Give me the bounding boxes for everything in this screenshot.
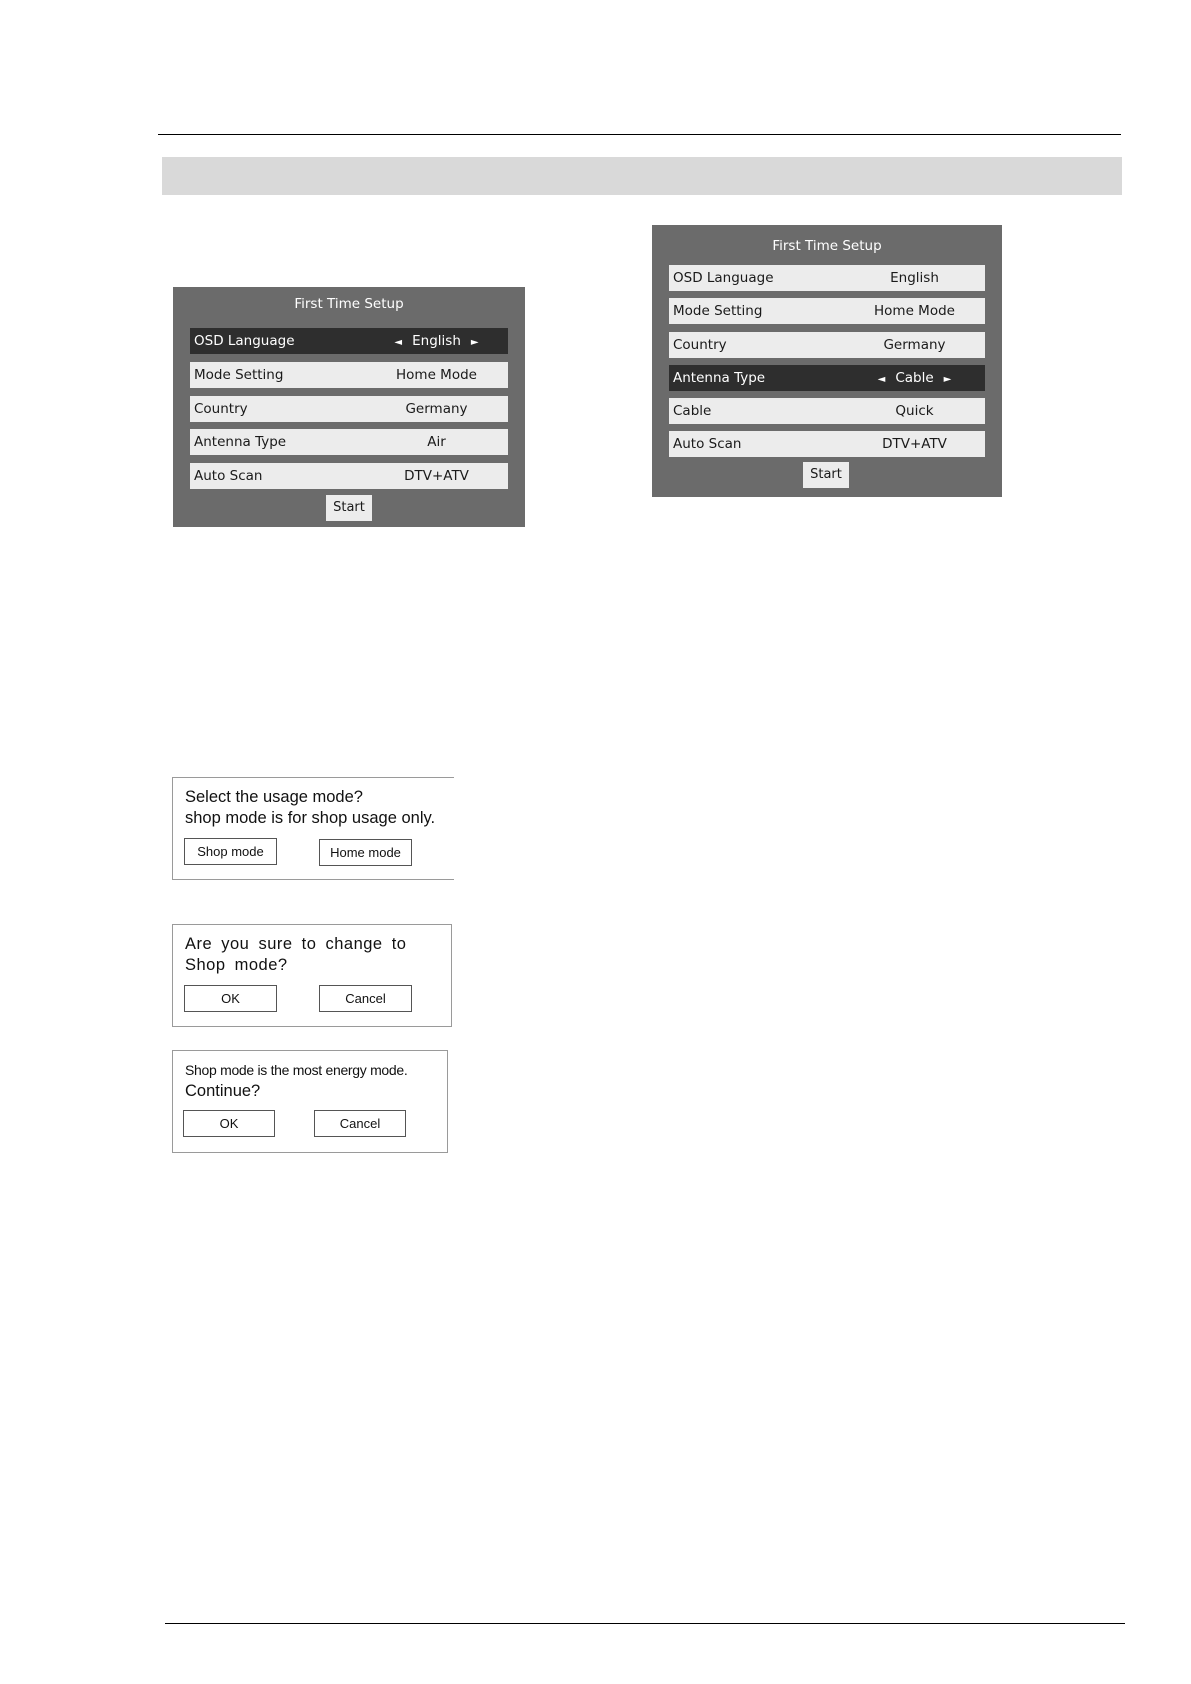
row-value: Air xyxy=(427,434,446,450)
osd-row-country[interactable] xyxy=(190,396,508,422)
top-rule xyxy=(158,134,1121,135)
row-label: OSD Language xyxy=(194,333,295,349)
first-time-setup-screen-1 xyxy=(173,287,525,527)
osd-row-mode-setting[interactable] xyxy=(669,298,985,324)
osd-row-osd-language[interactable] xyxy=(669,265,985,291)
row-value: English xyxy=(890,270,939,286)
row-value: Home Mode xyxy=(874,303,955,319)
right-arrow-icon[interactable]: ► xyxy=(943,374,952,385)
row-value: DTV+ATV xyxy=(882,436,947,452)
section-header-bar xyxy=(162,157,1122,195)
row-value: Home Mode xyxy=(396,367,477,383)
dialog-message: Shop mode is the most energy mode. Continue? xyxy=(185,1062,408,1100)
row-value: DTV+ATV xyxy=(404,468,469,484)
osd-row-country[interactable] xyxy=(669,332,985,358)
shop-mode-button[interactable]: Shop mode xyxy=(184,838,277,865)
osd-row-auto-scan[interactable] xyxy=(190,463,508,489)
cancel-button[interactable]: Cancel xyxy=(319,985,412,1012)
row-label: Country xyxy=(194,401,248,417)
row-label: Antenna Type xyxy=(673,370,766,386)
osd-row-osd-language[interactable] xyxy=(190,328,508,354)
row-value: ◄ English ► xyxy=(394,333,479,349)
ok-button[interactable]: OK xyxy=(183,1110,275,1137)
home-mode-button[interactable]: Home mode xyxy=(319,839,412,866)
row-label: Cable xyxy=(673,403,712,419)
first-time-setup-screen-2 xyxy=(652,225,1002,497)
osd-row-antenna-type[interactable] xyxy=(190,429,508,455)
row-value: Germany xyxy=(883,337,946,353)
osd-row-mode-setting[interactable] xyxy=(190,362,508,388)
osd-row-auto-scan[interactable] xyxy=(669,431,985,457)
osd-row-cable[interactable] xyxy=(669,398,985,424)
row-label: OSD Language xyxy=(673,270,774,286)
dialog-message: Select the usage mode? shop mode is for shop usage only. xyxy=(185,788,436,827)
ok-button[interactable]: OK xyxy=(184,985,277,1012)
osd-row-antenna-type[interactable] xyxy=(669,365,985,391)
row-label: Country xyxy=(673,337,727,353)
osd-title: First Time Setup xyxy=(772,238,882,254)
left-arrow-icon[interactable]: ◄ xyxy=(877,374,886,385)
bottom-rule xyxy=(165,1623,1125,1624)
right-arrow-icon[interactable]: ► xyxy=(470,337,479,348)
row-value: Quick xyxy=(895,403,934,419)
cancel-button[interactable]: Cancel xyxy=(314,1110,406,1137)
row-label: Mode Setting xyxy=(194,367,284,383)
row-label: Auto Scan xyxy=(194,468,263,484)
row-label: Antenna Type xyxy=(194,434,287,450)
row-label: Auto Scan xyxy=(673,436,742,452)
energy-warning-dialog xyxy=(172,1050,448,1153)
row-label: Mode Setting xyxy=(673,303,763,319)
start-button[interactable]: Start xyxy=(326,495,372,521)
usage-mode-dialog xyxy=(172,777,454,880)
osd-title: First Time Setup xyxy=(294,296,404,312)
row-value: ◄ Cable ► xyxy=(877,370,952,386)
left-arrow-icon[interactable]: ◄ xyxy=(394,337,403,348)
start-button[interactable]: Start xyxy=(803,462,849,488)
dialog-message: Are you sure to change to Shop mode? xyxy=(185,935,407,974)
confirm-shop-mode-dialog xyxy=(172,924,452,1027)
row-value: Germany xyxy=(405,401,468,417)
